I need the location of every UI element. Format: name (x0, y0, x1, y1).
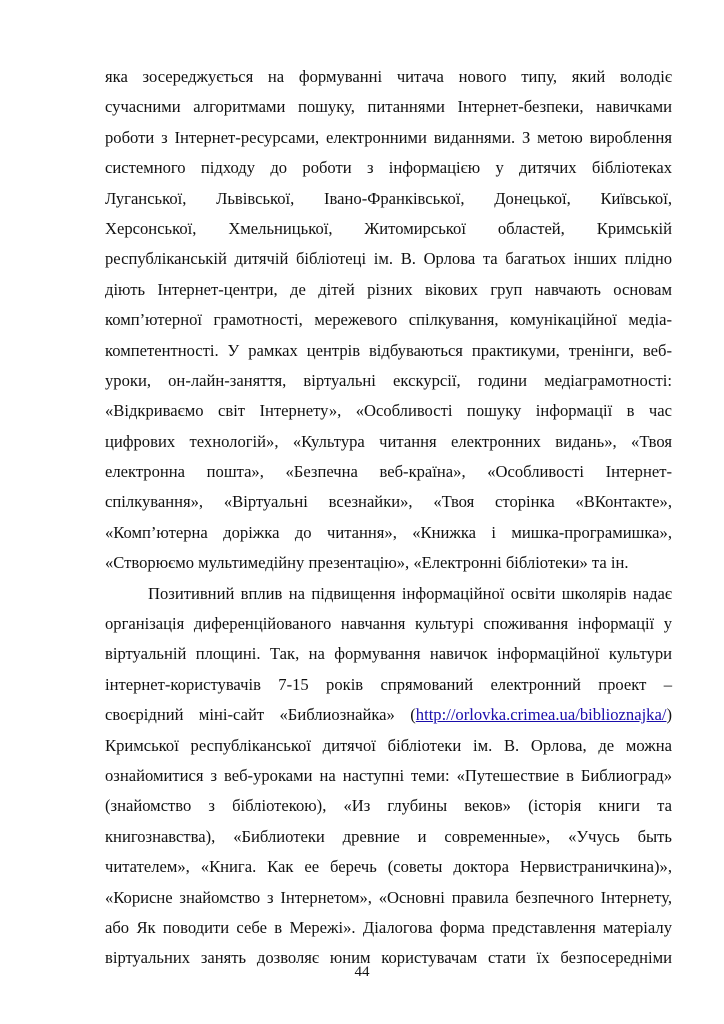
text-before-link: своєрідний міні-сайт «Библиознайка» ( (105, 705, 416, 725)
page-number: 44 (354, 964, 370, 980)
text-line: «Відкриваємо світ Інтернету», «Особливості пошуку інформації в час (105, 401, 672, 421)
text-line: електронна пошта», «Безпечна веб-країна», «Особливості Інтернет- (105, 462, 672, 482)
text-line: організація диференційованого навчання культурі споживання інформації у (105, 614, 672, 634)
text-line-with-link (105, 700, 672, 730)
text-line: (знайомство з бібліотекою), «Из глубины веков» (історія книги та (105, 796, 672, 816)
page-body (105, 62, 672, 974)
text-line: республіканській дитячій бібліотеці ім. В. Орлова та багатьох інших плідно (105, 249, 672, 269)
paragraph-1 (105, 62, 672, 579)
text-line: читателем», «Книга. Как ее беречь (советы доктора Нервистраничкина)», (105, 857, 672, 877)
text-line: «Корисне знайомство з Інтернетом», «Основні правила безпечного Інтернету, (105, 887, 672, 907)
text-line: сучасними алгоритмами пошуку, питаннями Інтернет-безпеки, навичками (105, 97, 672, 117)
text-line: яка зосереджується на формуванні читача нового типу, який володіє (105, 67, 672, 86)
text-line: комп’ютерної грамотності, мережевого спілкування, комунікаційної медіа- (105, 310, 672, 330)
text-line: віртуальній площині. Так, на формування навичок інформаційної культури (105, 644, 672, 664)
text-line: уроки, он-лайн-заняття, віртуальні екскурсії, години медіаграмотності: (105, 370, 672, 390)
biblioznajka-link[interactable]: http://orlovka.crimea.ua/biblioznajka/ (415, 705, 667, 725)
text-line: роботи з Інтернет-ресурсами, електронними виданнями. З метою вироблення (105, 127, 672, 147)
text-line: Кримської республіканської дитячої бібліотеки ім. В. Орлова, де можна (105, 735, 672, 755)
text-line: діють Інтернет-центри, де дітей різних вікових груп навчають основам (105, 279, 672, 299)
text-line: цифрових технологій», «Культура читання електронних видань», «Твоя (105, 431, 672, 451)
text-line: спілкування», «Віртуальні всезнайки», «Твоя сторінка «ВКонтакте», (105, 492, 672, 512)
text-line: ознайомитися з веб-уроками на наступні теми: «Путешествие в Библиоград» (105, 765, 672, 785)
text-line: або Як поводити себе в Мережі». Діалогова форма представлення матеріалу (105, 917, 672, 937)
text-line: Позитивний вплив на підвищення інформаційної освіти школярів надає (148, 583, 672, 603)
text-line: компетентності. У рамках центрів відбуваються практикуми, тренінги, веб- (105, 340, 672, 360)
text-line: книгознавства), «Библиотеки древние и современные», «Учусь быть (105, 826, 672, 846)
text-line: «Створюємо мультимедійну презентацію», «Електронні бібліотеки» та ін. (105, 553, 629, 573)
text-after-link: ) (666, 705, 672, 725)
text-line: системного підходу до роботи з інформацією у дитячих бібліотеках (105, 158, 672, 178)
text-line: Херсонської, Хмельницької, Житомирської областей, Кримській (105, 218, 672, 238)
text-line: інтернет-користувачів 7-15 років спрямований електронний проект – (105, 674, 672, 694)
paragraph-2 (105, 579, 672, 974)
text-line: віртуальних занять дозволяє юним користувачам стати їх безпосередніми (105, 948, 672, 968)
text-line: «Комп’ютерна доріжка до читання», «Книжка і мишка-програмишка», (105, 522, 672, 542)
text-line: Луганської, Львівської, Івано-Франківської, Донецької, Київської, (105, 188, 672, 208)
